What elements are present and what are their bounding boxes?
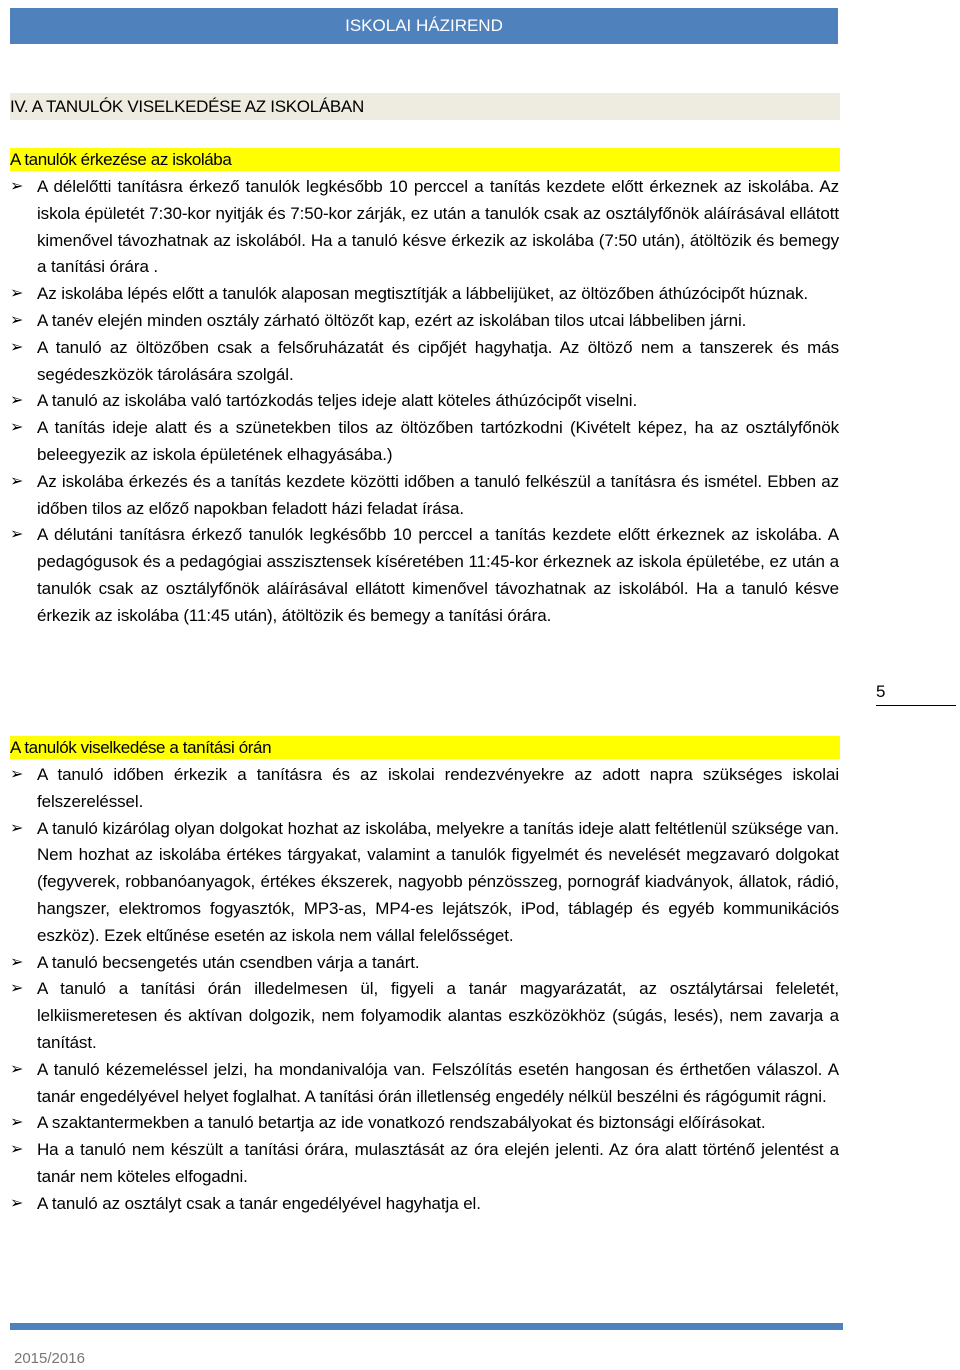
chapter-title: IV. A TANULÓK VISELKEDÉSE AZ ISKOLÁBAN — [10, 97, 364, 116]
arrowhead-bullet-icon: ➢ — [10, 472, 24, 490]
list-item: ➢ Az iskolába lépés előtt a tanulók alaposan megtisztítják a lábbelijüket, az öltözőben áthúzócipőt húznak. — [10, 281, 839, 308]
footer-year: 2015/2016 — [14, 1350, 85, 1367]
list-item: ➢ Az iskolába érkezés és a tanítás kezdete közötti időben a tanuló felkészül a tanításra és ismétel. Ebben az időben tilos az előző napokban feladott házi feladat írása. — [10, 469, 839, 523]
section-heading-text: A tanulók viselkedése a tanítási órán — [10, 738, 272, 757]
page-number: 5 — [876, 679, 956, 706]
section-heading-arrival — [10, 148, 840, 171]
list-item: ➢ A tanuló becsengetés után csendben várja a tanárt. — [10, 950, 839, 977]
list-item: ➢ A tanítás ideje alatt és a szünetekben tilos az öltözőben tartózkodni (Kivételt képez, ha az osztályfőnök beleegyezik az iskola épületének elhagyásába.) — [10, 415, 839, 469]
header-bar — [10, 8, 838, 44]
behaviour-rules-list — [10, 762, 839, 1218]
list-item: ➢ A tanuló időben érkezik a tanításra és az iskolai rendezvényekre az adott napra szükséges iskolai felszereléssel. — [10, 762, 839, 816]
arrival-rules-list — [10, 174, 839, 630]
arrowhead-bullet-icon: ➢ — [10, 1194, 24, 1212]
list-item: ➢ A tanuló a tanítási órán illedelmesen ül, figyeli a tanár magyarázatát, az osztálytársai feleletét, lelkiismeretesen és aktívan dolgozik, nem folyamodik alantas eszközökhöz (súgás, lesés), nem zavarja a tanítást. — [10, 976, 839, 1056]
list-item: ➢ A szaktantermekben a tanuló betartja az ide vonatkozó rendszabályokat és biztonsági előírásokat. — [10, 1110, 839, 1137]
arrowhead-bullet-icon: ➢ — [10, 392, 24, 410]
list-item: ➢ Ha a tanuló nem készült a tanítási órára, mulasztását az óra elején jelenti. Az óra alatt történő jelentést a tanár nem köteles elfogadni. — [10, 1137, 839, 1191]
list-item: ➢ A tanuló az öltözőben csak a felsőruházatát és cipőjét hagyhatja. Az öltöző nem a tanszerek és más segédeszközök tárolására szolgál. — [10, 335, 839, 389]
footer-rule — [10, 1323, 843, 1330]
arrowhead-bullet-icon: ➢ — [10, 1114, 24, 1132]
list-item: ➢ A tanuló az osztályt csak a tanár engedélyével hagyhatja el. — [10, 1191, 839, 1218]
list-item: ➢ A tanuló kizárólag olyan dolgokat hozhat az iskolába, melyekre a tanítás ideje alatt feltétlenül szüksége van. Nem hozhat az iskolába értékes tárgyakat, valamint a tanulók figyelmét és nevelését megzavaró dolgokat (fegyverek, robbanóanyagok, értékes ékszerek, nagyobb pénzösszeg, pornográf kiadványok, állatok, rádió, hangszer, elektromos fogyasztók, MP3-as, MP4-es lejátszók, iPod, táblagép és egyéb kommunikációs eszköz). Ezek eltűnése esetén az iskola nem vállal felelősséget. — [10, 816, 839, 950]
arrowhead-bullet-icon: ➢ — [10, 819, 24, 837]
arrowhead-bullet-icon: ➢ — [10, 766, 24, 783]
list-item: ➢ A délutáni tanításra érkező tanulók legkésőbb 10 perccel a tanítás kezdete előtt érkeznek az iskolába. A pedagógusok és a pedagógiai asszisztensek kíséretében 11:45-kor érkeznek az iskola épületébe, ez után a tanulók csak az osztályfőnök aláírásával ellátott kimenővel távozhatnak az iskolából. Ha a tanuló késve érkezik az iskolába (11:45 után), átöltözik és bemegy a tanítási órára. — [10, 522, 839, 629]
arrowhead-bullet-icon: ➢ — [10, 1060, 24, 1078]
section-heading-text: A tanulók érkezése az iskolába — [10, 150, 232, 169]
chapter-heading — [10, 93, 840, 120]
arrowhead-bullet-icon: ➢ — [10, 1141, 24, 1159]
arrowhead-bullet-icon: ➢ — [10, 953, 24, 971]
arrowhead-bullet-icon: ➢ — [10, 338, 24, 356]
arrowhead-bullet-icon: ➢ — [10, 311, 24, 329]
list-item: ➢ A tanuló kézemeléssel jelzi, ha mondanivalója van. Felszólítás esetén hangosan és érthetően válaszol. A tanár engedélyével helyet foglalhat. A tanítási órán illetlenség engedély nélkül beszélni és rágógumit rágni. — [10, 1057, 839, 1111]
arrowhead-bullet-icon: ➢ — [10, 980, 24, 998]
arrowhead-bullet-icon: ➢ — [10, 526, 24, 544]
list-item: ➢ A tanuló az iskolába való tartózkodás teljes ideje alatt köteles áthúzócipőt viselni. — [10, 388, 839, 415]
list-item: ➢ A délelőtti tanításra érkező tanulók legkésőbb 10 perccel a tanítás kezdete előtt érkeznek az iskolába. Az iskola épületét 7:30-kor nyitják és 7:50-kor zárják, ez után a tanulók csak az osztályfőnök aláírásával ellátott kimenővel távozhatnak az iskolából. Ha a tanuló késve érkezik az iskolába (7:50 után), átöltözik és bemegy a tanítási órára . — [10, 174, 839, 281]
arrowhead-bullet-icon: ➢ — [10, 178, 24, 195]
document-title: ISKOLAI HÁZIREND — [345, 16, 503, 35]
arrowhead-bullet-icon: ➢ — [10, 419, 24, 437]
section-heading-behaviour — [10, 736, 840, 759]
arrowhead-bullet-icon: ➢ — [10, 285, 24, 303]
list-item: ➢ A tanév elején minden osztály zárható öltözőt kap, ezért az iskolában tilos utcai lábbeliben járni. — [10, 308, 839, 335]
